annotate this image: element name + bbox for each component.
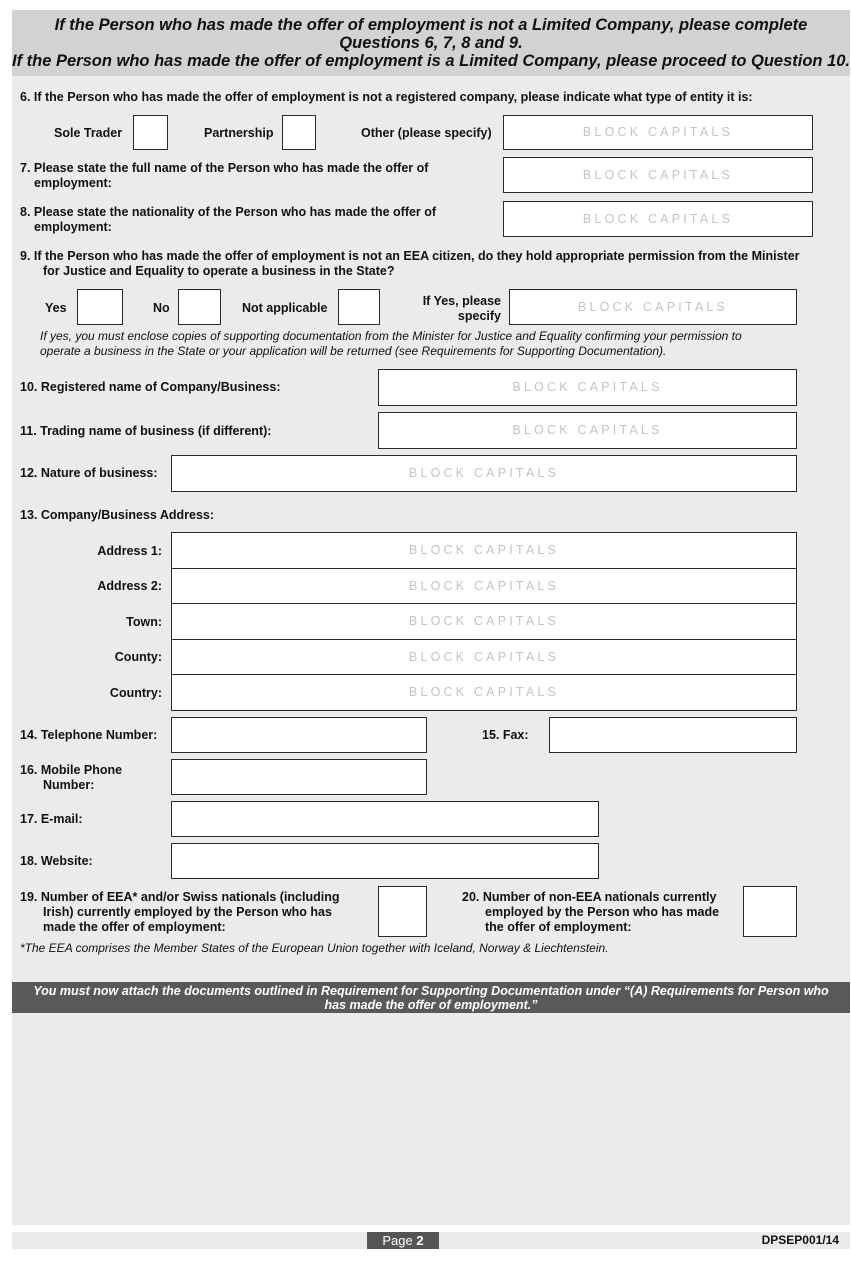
- registered-name-field[interactable]: BLOCK CAPITALS: [378, 369, 797, 406]
- full-name-field[interactable]: BLOCK CAPITALS: [503, 157, 813, 193]
- notice-line-1: You must now attach the documents outlined in Requirement for Supporting Documentation under “(A) Requirements for Person who: [33, 984, 829, 998]
- page-label: Page: [382, 1233, 413, 1248]
- q12-label: 12. Nature of business:: [20, 466, 158, 480]
- q8-label-line-2: employment:: [34, 220, 112, 234]
- address-2-field[interactable]: BLOCK CAPITALS: [171, 568, 797, 604]
- q20-label-line-2: employed by the Person who has made: [485, 905, 720, 919]
- form-code: DPSEP001/14: [761, 1233, 839, 1247]
- q16-label-line-2: Number:: [43, 778, 95, 792]
- address-2-label: Address 2:: [97, 579, 162, 593]
- town-field[interactable]: BLOCK CAPITALS: [171, 603, 797, 640]
- no-label: No: [153, 301, 170, 315]
- q9-label-line-1: 9. If the Person who has made the offer of employment is not an EEA citizen, do they hold appropriate permission from the Minister: [20, 249, 800, 263]
- address-1-field[interactable]: BLOCK CAPITALS: [171, 532, 797, 569]
- country-field[interactable]: BLOCK CAPITALS: [171, 674, 797, 711]
- other-specify-field[interactable]: BLOCK CAPITALS: [503, 115, 813, 150]
- county-label: County:: [114, 650, 162, 664]
- page-number-value: 2: [416, 1233, 424, 1248]
- town-label: Town:: [126, 615, 162, 629]
- website-field[interactable]: [171, 843, 599, 879]
- q19-label-line-3: made the offer of employment:: [43, 920, 226, 934]
- q17-label: 17. E-mail:: [20, 812, 83, 826]
- sole-trader-label: Sole Trader: [54, 126, 123, 140]
- q18-label: 18. Website:: [20, 854, 93, 868]
- q9-note-line-1: If yes, you must enclose copies of supporting documentation from the Minister for Justice and Equality confirming your permission to: [40, 329, 742, 343]
- banner-line-2: Questions 6, 7, 8 and 9.: [339, 34, 523, 52]
- other-label: Other (please specify): [361, 126, 492, 140]
- address-1-label: Address 1:: [97, 544, 162, 558]
- non-eea-nationals-count-field[interactable]: [743, 886, 797, 937]
- instruction-banner: [12, 10, 850, 76]
- no-checkbox[interactable]: [178, 289, 221, 325]
- county-field[interactable]: BLOCK CAPITALS: [171, 639, 797, 675]
- email-field[interactable]: [171, 801, 599, 837]
- q13-label: 13. Company/Business Address:: [20, 508, 215, 522]
- permission-specify-field[interactable]: BLOCK CAPITALS: [509, 289, 797, 325]
- sole-trader-checkbox[interactable]: [133, 115, 168, 150]
- q14-label: 14. Telephone Number:: [20, 728, 158, 742]
- nature-of-business-field[interactable]: BLOCK CAPITALS: [171, 455, 797, 492]
- eea-nationals-count-field[interactable]: [378, 886, 427, 937]
- q15-label: 15. Fax:: [482, 728, 529, 742]
- if-yes-specify-label-2: specify: [457, 309, 501, 323]
- nationality-field[interactable]: BLOCK CAPITALS: [503, 201, 813, 237]
- if-yes-specify-label-1: If Yes, please: [422, 294, 501, 308]
- q16-label-line-1: 16. Mobile Phone: [20, 763, 123, 777]
- mobile-phone-field[interactable]: [171, 759, 427, 795]
- q9-label-line-2: for Justice and Equality to operate a business in the State?: [43, 264, 395, 278]
- q10-label: 10. Registered name of Company/Business:: [20, 380, 281, 394]
- telephone-field[interactable]: [171, 717, 427, 753]
- yes-label: Yes: [45, 301, 67, 315]
- banner-line-3: If the Person who has made the offer of employment is a Limited Company, please proceed to Question 10.: [12, 52, 851, 70]
- not-applicable-label: Not applicable: [242, 301, 328, 315]
- eea-footnote: *The EEA comprises the Member States of the European Union together with Iceland, Norway & Liechtenstein.: [20, 941, 609, 955]
- notice-line-2: has made the offer of employment.”: [324, 998, 538, 1012]
- attach-documents-notice: [12, 982, 850, 1013]
- yes-checkbox[interactable]: [77, 289, 123, 325]
- q19-label-line-2: Irish) currently employed by the Person who has: [43, 905, 332, 919]
- q19-label-line-1: 19. Number of EEA* and/or Swiss nationals (including: [20, 890, 340, 904]
- trading-name-field[interactable]: BLOCK CAPITALS: [378, 412, 797, 449]
- banner-line-1: If the Person who has made the offer of employment is not a Limited Company, please complete: [54, 16, 808, 34]
- page-number: [367, 1232, 439, 1249]
- country-label: Country:: [109, 686, 162, 700]
- q8-label-line-1: 8. Please state the nationality of the Person who has made the offer of: [20, 205, 437, 219]
- q20-label-line-1: 20. Number of non-EEA nationals currently: [462, 890, 717, 904]
- partnership-checkbox[interactable]: [282, 115, 316, 150]
- fax-field[interactable]: [549, 717, 797, 753]
- partnership-label: Partnership: [204, 126, 274, 140]
- q6-label: 6. If the Person who has made the offer of employment is not a registered company, please indicate what type of entity it is:: [20, 90, 753, 104]
- not-applicable-checkbox[interactable]: [338, 289, 380, 325]
- q9-note-line-2: operate a business in the State or your application will be returned (see Requirements for Supporting Documentation).: [40, 344, 667, 358]
- q11-label: 11. Trading name of business (if different):: [20, 424, 272, 438]
- q7-label-line-2: employment:: [34, 176, 112, 190]
- q7-label-line-1: 7. Please state the full name of the Person who has made the offer of: [20, 161, 429, 175]
- q20-label-line-3: the offer of employment:: [485, 920, 632, 934]
